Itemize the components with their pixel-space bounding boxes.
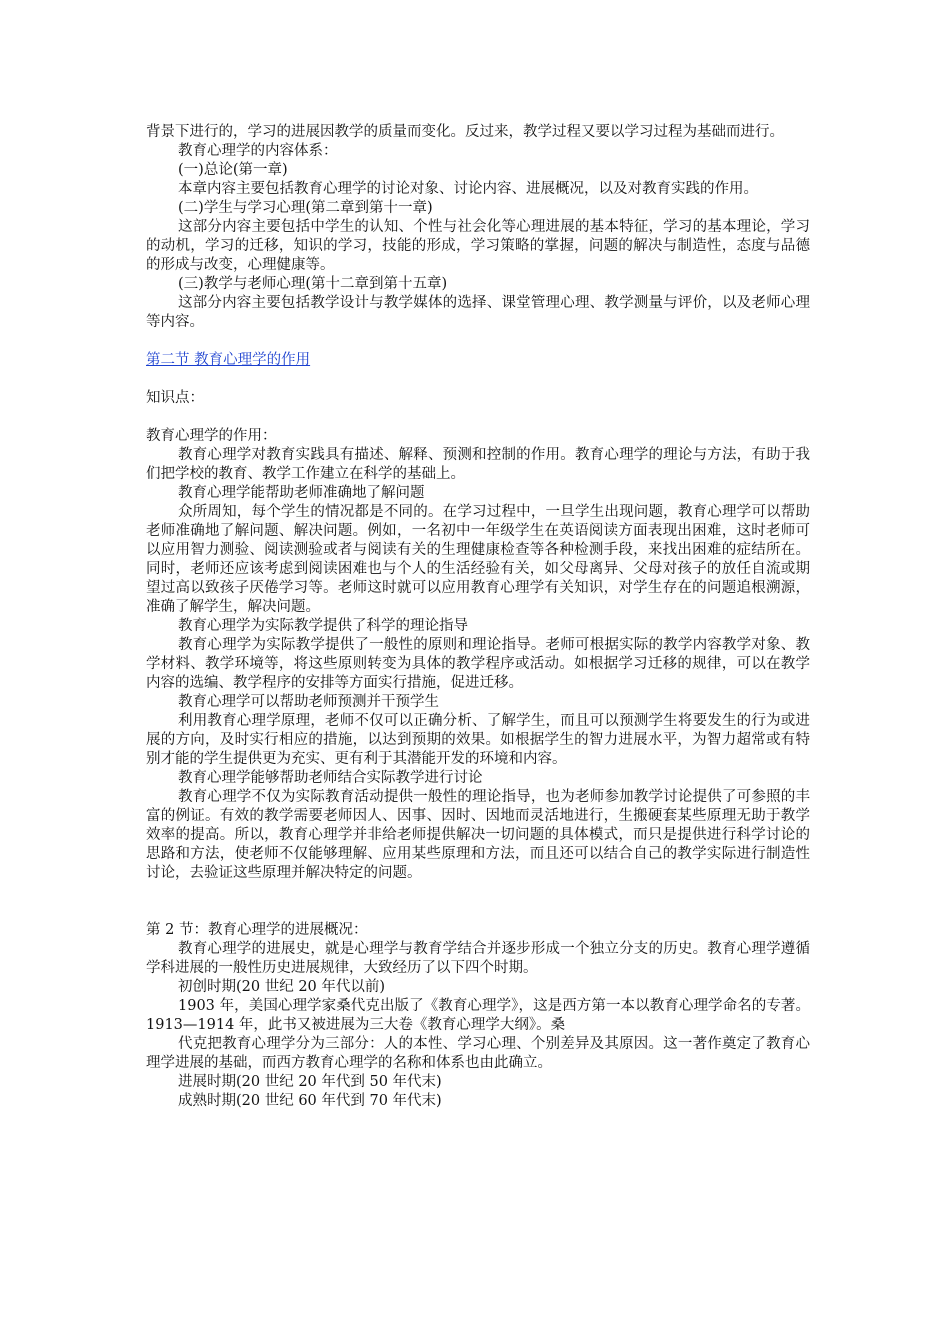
- part-three-text: 这部分内容主要包括教学设计与教学媒体的选择、课堂管理心理、教学测量与评价，以及老师心理等内容。: [146, 295, 810, 330]
- part-three-heading: (三)教学与老师心理(第十二章到第十五章): [178, 276, 448, 292]
- role-three-heading: 教育心理学可以帮助老师预测并干预学生: [178, 694, 439, 710]
- history-intro: 教育心理学的进展史，就是心理学与教育学结合并逐步形成一个独立分支的历史。教育心理学遵循学科进展的一般性历史进展规律，大致经历了以下四个时期。: [146, 941, 810, 976]
- part-two-heading: (二)学生与学习心理(第二章到第十一章): [178, 200, 433, 216]
- role-two-heading: 教育心理学为实际教学提供了科学的理论指导: [178, 618, 468, 634]
- period-founding-heading: 初创时期(20 世纪 20 年代以前): [178, 979, 386, 995]
- section-link-row: [146, 351, 810, 370]
- role-one-heading: 教育心理学能帮助老师准确地了解问题: [178, 485, 425, 501]
- section-two-link[interactable]: 第二节 教育心理学的作用: [146, 352, 311, 368]
- document-body: [146, 123, 810, 1111]
- role-summary: 教育心理学对教育实践具有描述、解释、预测和控制的作用。教育心理学的理论与方法，有助于我们把学校的教育、教学工作建立在科学的基础上。: [146, 447, 810, 482]
- part-one-heading: (一)总论(第一章): [178, 162, 288, 178]
- history-section-heading: 第 2 节：教育心理学的进展概况：: [146, 922, 368, 938]
- spacer: [146, 408, 810, 427]
- part-two-text: 这部分内容主要包括中学生的认知、个性与社会化等心理进展的基本特征，学习的基本理论，学习的动机，学习的迁移，知识的学习，技能的形成，学习策略的掌握，问题的解决与制造性，态度与品德的形成与改变，心理健康等。: [146, 219, 810, 273]
- role-three-text: 利用教育心理学原理，老师不仅可以正确分析、了解学生，而且可以预测学生将要发生的行为或进展的方向，及时实行相应的措施，以达到预期的效果。如根据学生的智力进展水平，为智力超常或有特别才能的学生提供更为充实、更有利于其潜能开发的环境和内容。: [146, 713, 810, 767]
- spacer: [146, 332, 810, 351]
- part-one-text: 本章内容主要包括教育心理学的讨论对象、讨论内容、进展概况，以及对教育实践的作用。: [178, 181, 758, 197]
- paragraph-learning-context: 背景下进行的，学习的进展因教学的质量而变化。反过来，教学过程又要以学习过程为基础而进行。: [146, 124, 784, 140]
- period-founding-text: 1903 年，美国心理学家桑代克出版了《教育心理学》，这是西方第一本以教育心理学命名的专著。1913—1914 年，此书又被进展为三大卷《教育心理学大纲》。桑: [146, 998, 810, 1033]
- role-one-text: 众所周知，每个学生的情况都是不同的。在学习过程中，一旦学生出现问题，教育心理学可以帮助老师准确地了解问题、解决问题。例如，一名初中一年级学生在英语阅读方面表现出困难，这时老师可以应用智力测验、阅读测验或者与阅读有关的生理健康检查等各种检测手段，来找出困难的症结所在。同时，老师还应该考虑到阅读困难也与个人的生活经验有关，如父母离异、父母对孩子的放任自流或期望过高以致孩子厌倦学习等。老师这时就可以应用教育心理学有关知识，对学生存在的问题追根溯源，准确了解学生，解决问题。: [146, 504, 810, 615]
- role-heading: 教育心理学的作用：: [146, 428, 277, 444]
- period-founding-text-cont: 代克把教育心理学分为三部分：人的本性、学习心理、个别差异及其原因。这一著作奠定了教育心理学进展的基础，而西方教育心理学的名称和体系也由此确立。: [146, 1036, 810, 1071]
- knowledge-points-label: 知识点：: [146, 390, 204, 406]
- spacer: [146, 370, 810, 389]
- spacer: [146, 883, 810, 921]
- period-development-heading: 进展时期(20 世纪 20 年代到 50 年代末): [178, 1074, 442, 1090]
- role-two-text: 教育心理学为实际教学提供了一般性的原则和理论指导。老师可根据实际的教学内容教学对象、教学材料、教学环境等，将这些原则转变为具体的教学程序或活动。如根据学习迁移的规律，可以在教学内容的选编、教学程序的安排等方面实行措施，促进迁移。: [146, 637, 810, 691]
- role-four-heading: 教育心理学能够帮助老师结合实际教学进行讨论: [178, 770, 483, 786]
- period-maturity-heading: 成熟时期(20 世纪 60 年代到 70 年代末): [178, 1093, 442, 1109]
- role-four-text: 教育心理学不仅为实际教育活动提供一般性的理论指导，也为老师参加教学讨论提供了可参照的丰富的例证。有效的教学需要老师因人、因事、因时、因地而灵活地进行，生搬硬套某些原理无助于教学效率的提高。所以，教育心理学并非给老师提供解决一切问题的具体模式，而只是提供进行科学讨论的思路和方法，使老师不仅能够理解、应用某些原理和方法，而且还可以结合自己的教学实际进行制造性讨论，去验证这些原理并解决特定的问题。: [146, 789, 810, 881]
- content-system-heading: 教育心理学的内容体系：: [178, 143, 338, 159]
